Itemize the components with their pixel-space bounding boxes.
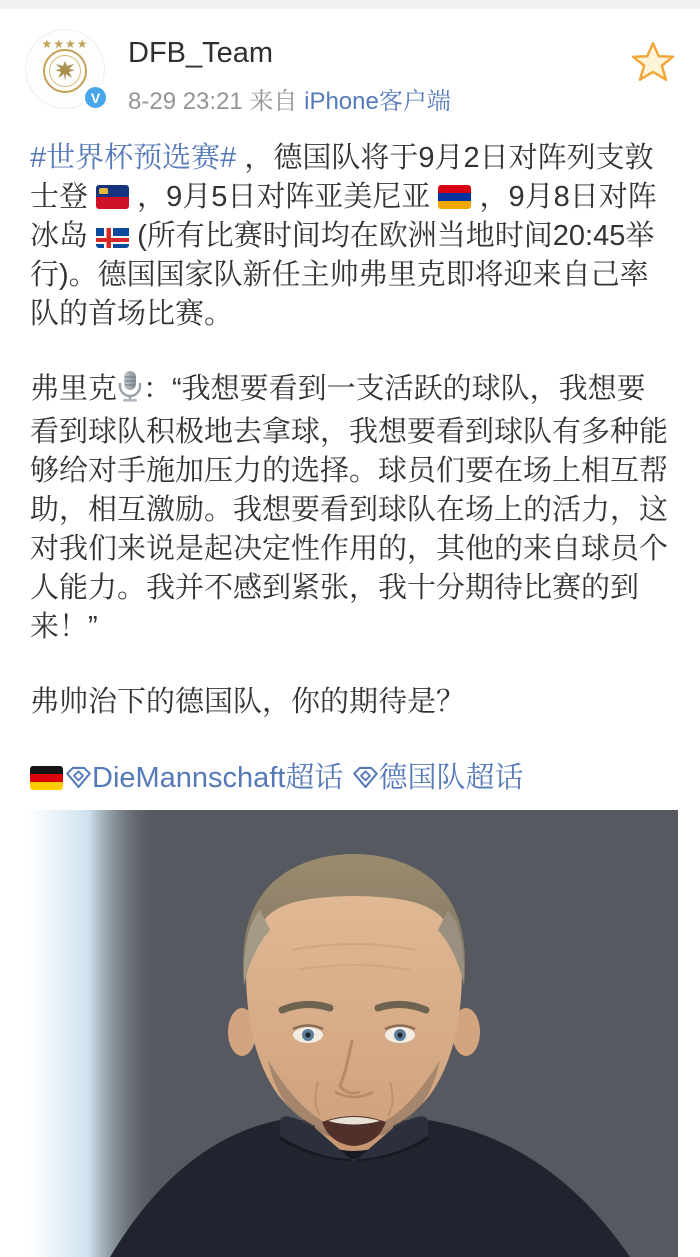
hashtag-link[interactable]: #世界杯预选赛# [30, 142, 237, 174]
crest-ring [43, 49, 87, 93]
source-link[interactable]: iPhone客户端 [304, 88, 451, 115]
text-run: ，德国队将于9月2日对阵列支敦士登 [30, 142, 654, 213]
supertopic-gem-icon [65, 762, 92, 802]
post-image-flick-portrait[interactable] [30, 810, 678, 1257]
post-body [30, 139, 670, 722]
supertopic-link-germany[interactable] [352, 762, 524, 794]
text-run: ：“我想要看到一支活跃的球队，我想要看到球队积极地去拿球，我想要看到球队有多种能够给对手施加压力的选择。球员们要在场上相互帮助，相互激励。我想要看到球队在场上的活力，这对我们来说是起决定性作用的，其他的来自球员个人能力。我并不感到紧张，我十分期待比赛的到来！” [30, 373, 669, 643]
germany-flag-icon [30, 766, 63, 790]
iceland-flag-icon [96, 224, 129, 248]
avatar[interactable] [25, 29, 105, 109]
favorite-star-button[interactable] [628, 37, 678, 87]
text-run: ，9月8日对阵冰岛 [30, 181, 657, 252]
supertopic-link-diemannschaft[interactable] [65, 762, 343, 794]
supertopic-label: DieMannschaft超话 [92, 762, 344, 794]
supertopic-label: 德国队超话 [378, 762, 524, 794]
username[interactable]: DFB_Team [128, 37, 274, 69]
portrait-illustration [30, 810, 678, 1257]
post-header [0, 9, 700, 139]
eagle-icon [50, 56, 80, 86]
weibo-post-card [0, 9, 700, 1257]
microphone-icon [117, 370, 143, 413]
text-run: ，9月5日对阵亚美尼亚 [137, 181, 431, 213]
star-outline-icon [628, 37, 678, 87]
timestamp: 8-29 23:21 [128, 88, 243, 115]
verified-badge-icon: V [82, 84, 109, 111]
paragraph-schedule [30, 139, 670, 334]
armenia-flag-icon [438, 185, 471, 209]
liechtenstein-flag-icon [96, 185, 129, 209]
supertopic-gem-icon [352, 762, 379, 802]
supertopic-row [30, 758, 670, 802]
crest-stars: ★★★★ [41, 37, 89, 51]
post-meta [128, 81, 451, 116]
text-run: (所有比赛时间均在欧洲当地时间20:45举行)。德国国家队新任主帅弗里克即将迎来自己率队的首场比赛。 [30, 220, 655, 330]
feed-gap-strip [0, 0, 700, 9]
paragraph-question: 弗帅治下的德国队，你的期待是？ [30, 686, 466, 718]
text-run: 弗里克 [30, 373, 118, 405]
paragraph-quote [30, 370, 670, 647]
source-prefix: 来自 [249, 88, 298, 115]
